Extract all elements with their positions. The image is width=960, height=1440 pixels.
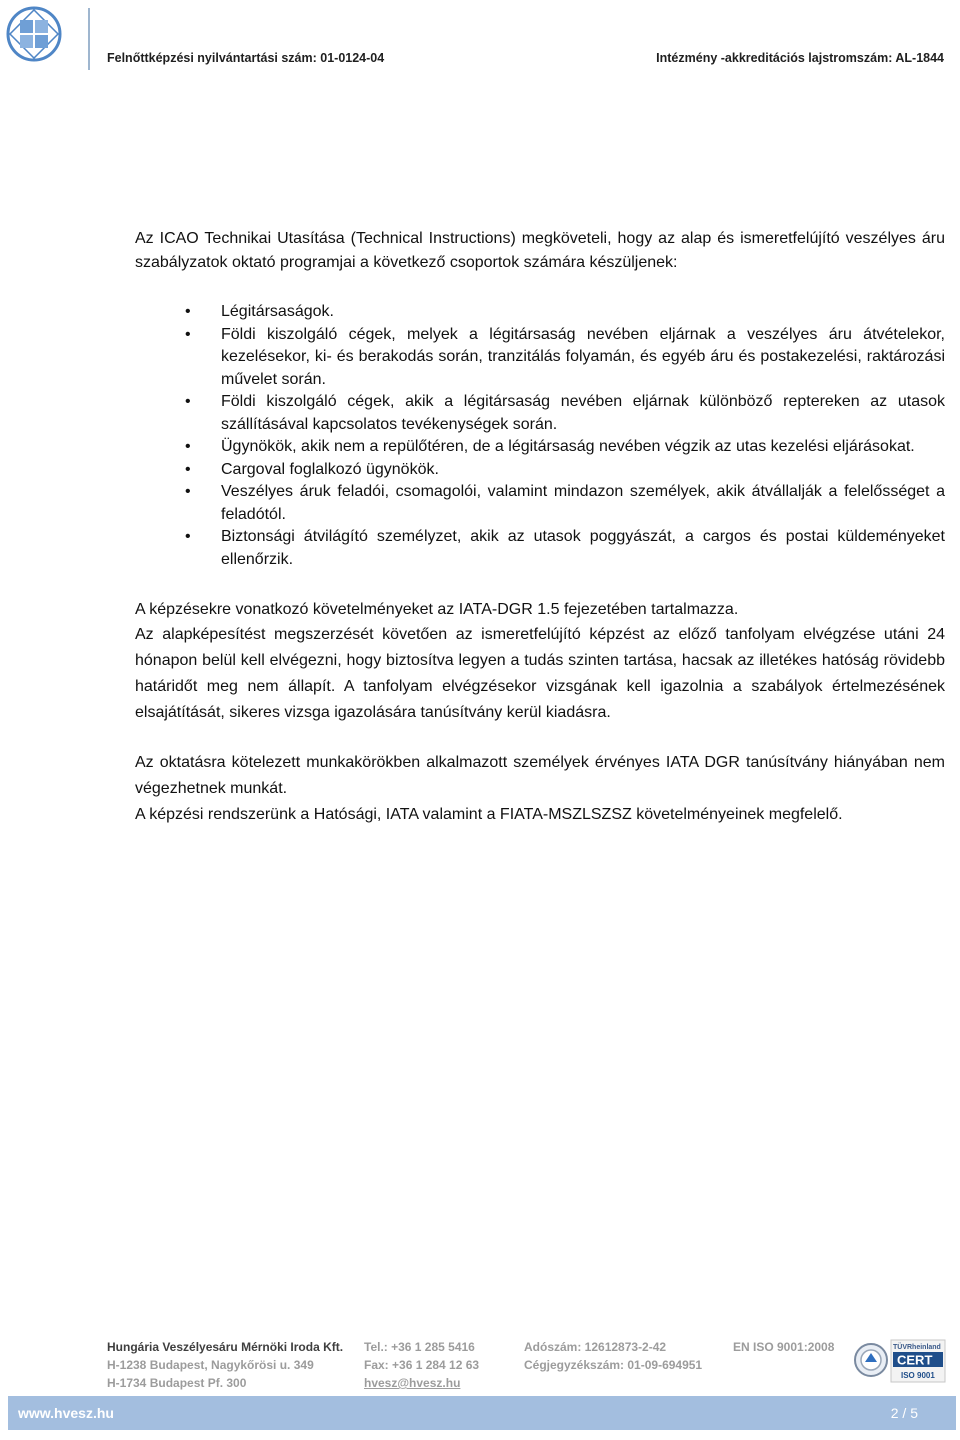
cert-label: CERT [897,1352,933,1368]
header-divider [88,8,90,70]
phone-number: Tel.: +36 1 285 5416 [364,1340,475,1354]
bullet-icon: • [185,393,191,410]
list-item-text: Veszélyes áruk feladói, csomagolói, valamint mindazon személyek, akik átvállalják a felelősséget a feladótól. [221,483,945,523]
iso-standard: EN ISO 9001:2008 [733,1340,835,1354]
target-groups-list [135,301,945,571]
institution-accreditation-number: Intézmény -akkreditációs lajstromszám: AL-1844 [656,51,944,65]
bullet-icon: • [185,528,191,545]
list-item [135,436,945,459]
po-box-address: H-1734 Budapest Pf. 300 [107,1376,247,1390]
street-address: H-1238 Budapest, Nagykőrösi u. 349 [107,1358,314,1372]
list-item [135,391,945,436]
list-item [135,459,945,482]
website-link[interactable]: www.hvesz.hu [18,1405,114,1421]
bullet-icon: • [185,325,191,343]
list-item-text: Ügynökök, akik nem a repülőtéren, de a légitársaság nevében végzik az utas kezelési eljárásokat. [221,438,915,455]
company-registry-number: Cégjegyzékszám: 01-09-694951 [524,1358,703,1372]
email-link[interactable]: hvesz@hvesz.hu [364,1376,461,1390]
tuv-cert-badge-icon [853,1336,947,1386]
company-name: Hungária Veszélyesáru Mérnöki Iroda Kft. [107,1340,344,1354]
obligation-paragraph: Az oktatásra kötelezett munkakörökben alkalmazott személyek érvényes IATA DGR tanúsítvány hiányában nem végezhetnek munkát. [135,754,945,797]
iata-dgr-paragraph: A képzésekre vonatkozó követelményeket az IATA-DGR 1.5 fejezetében tartalmazza. [135,601,739,618]
bullet-icon: • [185,303,191,320]
list-item-text: Földi kiszolgáló cégek, melyek a légitársaság nevében eljárnak a veszélyes áru átvételekor, kezelésekor, ki- és berakodás során, tranzitálás folyamán, és egyéb áru és postakezelési, raktározási művelet során. [221,325,945,388]
document-body [135,227,945,828]
footer-address-block [107,1338,343,1392]
list-item [135,301,945,324]
list-item [135,526,945,571]
bullet-icon: • [185,483,191,500]
page-footer [0,1334,960,1440]
bullet-icon: • [185,438,191,455]
list-item [135,481,945,526]
list-item-text: Földi kiszolgáló cégek, akik a légitársaság nevében eljárnak különböző reptereken az utasok szállításával kapcsolatos tevékenységek során. [221,393,945,433]
list-item-text: Cargoval foglalkozó ügynökök. [221,460,439,478]
fax-number: Fax: +36 1 284 12 63 [364,1358,480,1372]
list-item-text: Légitársaságok. [221,303,334,320]
list-item-text: Biztonsági átvilágító személyzet, akik az utasok poggyászát, a cargos és postai küldeményeket ellenőrzik. [221,528,945,568]
adult-education-registration-number: Felnőttképzési nyilvántartási szám: 01-0124-04 [107,51,385,65]
footer-registration-block [524,1338,702,1374]
list-item [135,324,945,392]
refresher-paragraph: Az alapképesítést megszerzését követően az ismeretfelújító képzést az előző tanfolyam elvégzése utáni 24 hónapon belül kell elvégezni, hogy biztosítva legyen a tudás szinten tartása, hacsak az illetékes hatóság rövidebb határidőt meg nem állapít. A tanfolyam elvégzésekor vizsgának kell igazolnia a szabályok értelmezésének elsajátítását, sikeres vizsga igazolására tanúsítvány kerül kiadásra. [135,626,945,721]
company-logo-icon [6,6,62,62]
page-number: 2 / 5 [890,1405,918,1421]
footer-contact-block [364,1338,479,1392]
tax-number: Adószám: 12612873-2-42 [524,1340,667,1354]
footer-iso-block [733,1338,834,1356]
compliance-paragraph: A képzési rendszerünk a Hatósági, IATA valamint a FIATA-MSZLSZSZ követelményeinek megfelelő. [135,806,843,823]
cert-iso: ISO 9001 [901,1371,935,1380]
footer-bar [8,1396,956,1430]
cert-brand: TÜVRheinland [893,1344,941,1351]
bullet-icon: • [185,460,191,478]
intro-paragraph: Az ICAO Technikai Utasítása (Technical Instructions) megköveteli, hogy az alap és ismeretfelújító veszélyes áru szabályzatok oktató programjai a következő csoportok számára készüljenek: [135,230,945,271]
